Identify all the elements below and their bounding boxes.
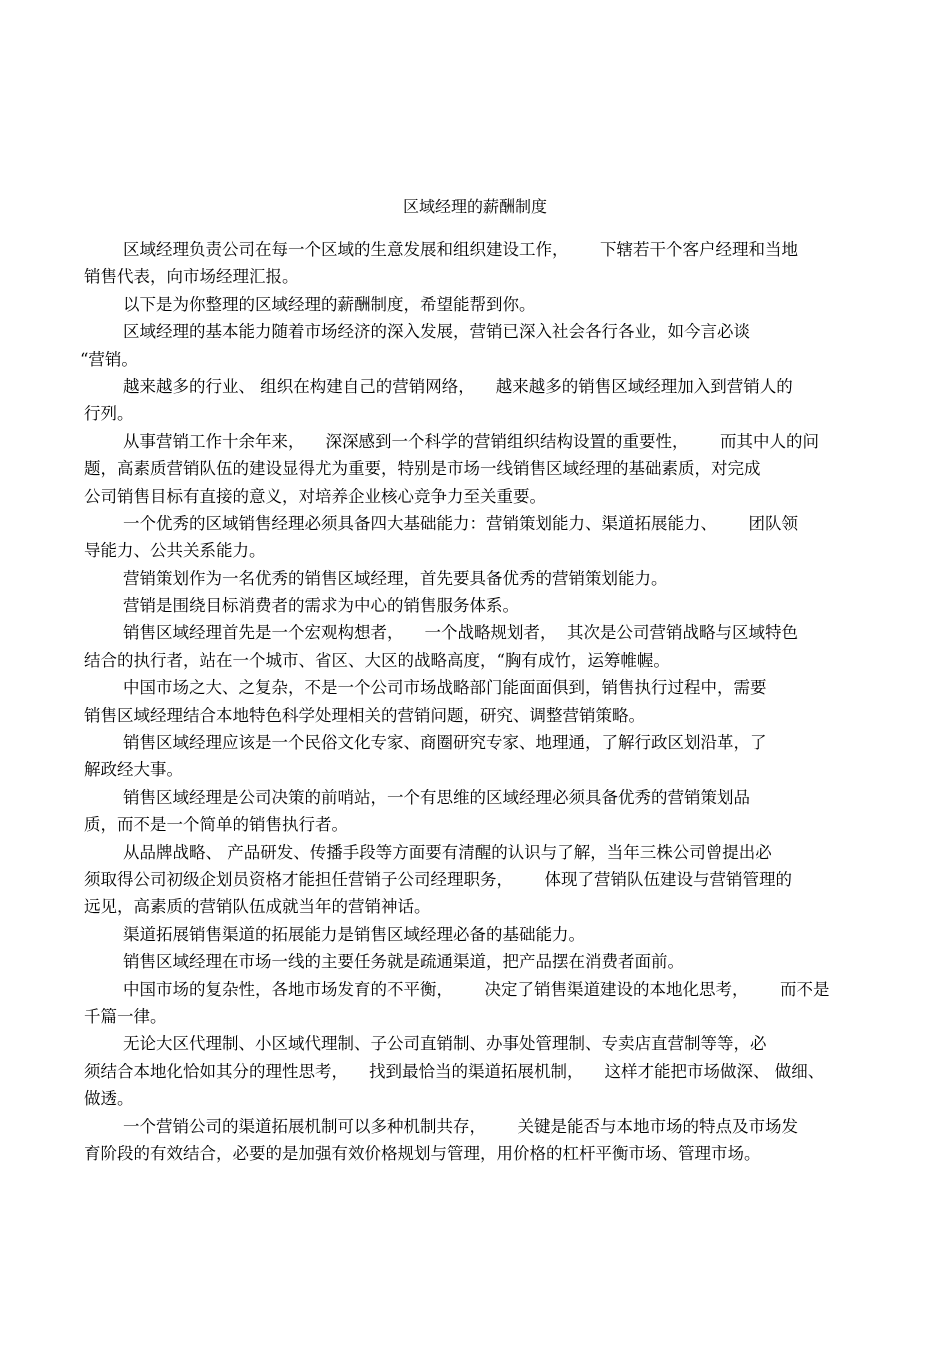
text-line: 远见，高素质的营销队伍成就当年的营销神话。: [84, 897, 431, 917]
text-line: 公司销售目标有直接的意义，对培养企业核心竞争力至关重要。: [84, 486, 546, 506]
text-line: 题，高素质营销队伍的建设显得尤为重要，特别是市场一线销售区域经理的基础素质，对完成: [84, 459, 761, 479]
text-line: 结合的执行者，站在一个城市、省区、大区的战略高度，“胸有成竹，运筹帷幄。: [84, 650, 670, 670]
text-line: 育阶段的有效结合，必要的是加强有效价格规划与管理，用价格的杠杆平衡市场、管理市场。: [84, 1143, 761, 1163]
text-line: 销售区域经理首先是一个宏观构想者， 一个战略规划者， 其次是公司营销战略与区域特色: [123, 623, 798, 643]
text-line: 营销是围绕目标消费者的需求为中心的销售服务体系。: [123, 596, 519, 616]
document-body: [80, 236, 874, 1167]
text-line: “营销。: [80, 349, 138, 369]
text-line: 中国市场之大、之复杂，不是一个公司市场战略部门能面面俱到，销售执行过程中，需要: [123, 678, 767, 698]
text-line: 区域经理负责公司在每一个区域的生意发展和组织建设工作， 下辖若干个客户经理和当地: [123, 240, 798, 259]
text-line: 中国市场的复杂性，各地市场发育的不平衡， 决定了销售渠道建设的本地化思考， 而不是: [123, 979, 830, 999]
text-line: 销售区域经理是公司决策的前哨站，一个有思维的区域经理必须具备优秀的营销策划品: [123, 787, 750, 807]
document-title: 区域经理的薪酬制度: [402, 197, 547, 216]
text-line: 从事营销工作十余年来， 深深感到一个科学的营销组织结构设置的重要性， 而其中人的问: [123, 431, 819, 451]
text-line: 销售区域经理应该是一个民俗文化专家、商圈研究专家、地理通，了解行政区划沿革，了: [123, 733, 767, 753]
text-line: 一个优秀的区域销售经理必须具备四大基础能力：营销策划能力、渠道拓展能力、 团队领: [123, 513, 798, 533]
text-line: 须取得公司初级企划员资格才能担任营销子公司经理职务， 体现了营销队伍建设与营销管理的: [84, 869, 792, 889]
text-line: 营销策划作为一名优秀的销售区域经理，首先要具备优秀的营销策划能力。: [123, 568, 668, 588]
text-line: 越来越多的行业、 组织在构建自己的营销网络， 越来越多的销售区域经理加入到营销人的: [123, 376, 793, 396]
text-line: 从品牌战略、 产品研发、传播手段等方面要有清醒的认识与了解，当年三株公司曾提出必: [123, 842, 772, 862]
text-line: 渠道拓展销售渠道的拓展能力是销售区域经理必备的基础能力。: [123, 924, 585, 944]
text-line: 千篇一律。: [84, 1006, 167, 1026]
text-line: 行列。: [84, 404, 134, 424]
text-line: 导能力、公共关系能力。: [84, 541, 266, 561]
text-line: 销售代表，向市场经理汇报。: [84, 267, 299, 287]
text-line: 销售区域经理在市场一线的主要任务就是疏通渠道，把产品摆在消费者面前。: [123, 952, 684, 972]
text-line: 一个营销公司的渠道拓展机制可以多种机制共存， 关键是能否与本地市场的特点及市场发: [123, 1116, 798, 1136]
text-line: 质，而不是一个简单的销售执行者。: [84, 815, 348, 835]
text-line: 解政经大事。: [84, 760, 183, 780]
text-line: 销售区域经理结合本地特色科学处理相关的营销问题，研究、调整营销策略。: [84, 705, 645, 725]
text-line: 无论大区代理制、小区域代理制、子公司直销制、办事处管理制、专卖店直营制等等，必: [123, 1034, 767, 1054]
text-line: 须结合本地化恰如其分的理性思考， 找到最恰当的渠道拓展机制， 这样才能把市场做深、 做细、: [84, 1061, 825, 1081]
text-line: 以下是为你整理的区域经理的薪酬制度，希望能帮到你。: [123, 294, 536, 314]
text-line: 区域经理的基本能力随着市场经济的深入发展，营销已深入社会各行各业，如今言必谈: [123, 322, 750, 342]
text-line: 做透。: [84, 1089, 134, 1109]
